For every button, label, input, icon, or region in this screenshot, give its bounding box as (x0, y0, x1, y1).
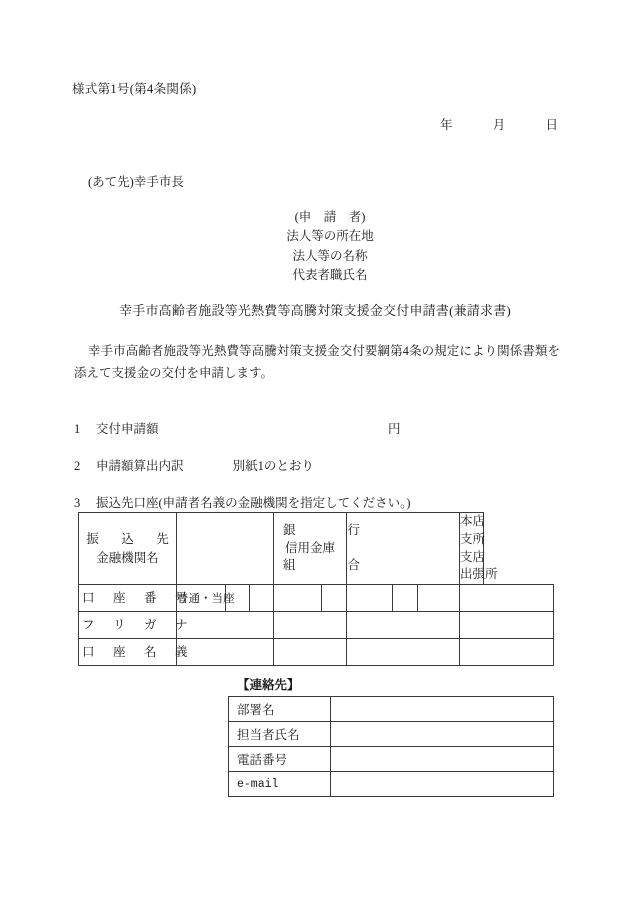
branch-shucchojo: 出張所 (460, 567, 498, 582)
bank-account-table (78, 512, 554, 666)
contact-section-heading: 【連絡先】 (237, 678, 300, 692)
kind-bank: 銀 行 (283, 522, 370, 537)
applicant-name-label: 法人等の名称 (292, 248, 368, 263)
branch-shisho: 支所 (460, 531, 486, 546)
person-in-charge-label: 担当者氏名 (229, 722, 331, 747)
branch-shiten: 支店 (460, 549, 486, 564)
item-3-number: 3 (74, 496, 81, 510)
furigana-label: フ リ ガ ナ (82, 617, 191, 632)
institution-label-line2: 金融機関名 (96, 550, 159, 565)
account-digit-cell-5[interactable] (347, 585, 393, 612)
item-2-label: 申請額算出内訳 (96, 459, 184, 473)
applicant-block (240, 208, 420, 286)
account-name-input-c[interactable] (347, 639, 460, 666)
table-row-account-name (79, 639, 554, 666)
institution-label-cell (79, 513, 177, 585)
table-row-institution (79, 513, 554, 585)
form-number: 様式第1号(第4条関係) (72, 82, 197, 96)
account-name-label-cell (79, 639, 191, 666)
furigana-input-b[interactable] (274, 612, 347, 639)
institution-name-input[interactable] (177, 513, 274, 585)
applicant-address-label: 法人等の所在地 (286, 229, 374, 244)
table-row-department (229, 697, 554, 722)
account-name-input-d[interactable] (460, 639, 554, 666)
item-1-label: 交付申請額 (96, 422, 159, 436)
contact-table (228, 696, 554, 797)
phone-input[interactable] (331, 747, 554, 772)
kind-kumiai: 組 合 (283, 558, 370, 573)
account-number-label-cell (79, 585, 191, 612)
applicant-representative-label: 代表者職氏名 (292, 268, 368, 283)
phone-label: 電話番号 (229, 747, 331, 772)
applicant-heading: (申 請 者) (294, 210, 366, 224)
account-name-input-b[interactable] (274, 639, 347, 666)
person-in-charge-input[interactable] (331, 722, 554, 747)
table-row-account-number (79, 585, 554, 612)
account-type-cell[interactable]: 普通・当座 (177, 585, 226, 612)
account-name-label: 口 座 名 義 (82, 644, 191, 659)
kind-shinkin: 信用金庫 (285, 540, 336, 555)
item-grant-amount (74, 419, 401, 437)
item-2-value: 別紙1のとおり (232, 459, 314, 473)
furigana-input-a[interactable] (177, 612, 274, 639)
account-number-label: 口 座 番 号 (82, 590, 191, 605)
account-digit-cell-6[interactable] (393, 585, 418, 612)
furigana-input-d[interactable] (460, 612, 554, 639)
item-1-number: 1 (74, 422, 81, 436)
item-1-unit: 円 (388, 422, 401, 436)
body-paragraph: 幸手市高齢者施設等光熱費等高騰対策支援金交付要綱第4条の規定により関係書類を添えて支援金の交付を申請します。 (74, 344, 560, 380)
branch-type-cell (460, 513, 498, 585)
item-calculation-breakdown (74, 456, 314, 474)
institution-label-line1: 振 込 先 (86, 532, 174, 547)
date-year-label: 年 (440, 118, 453, 132)
branch-honten: 本店 (460, 514, 486, 528)
account-name-input-a[interactable] (177, 639, 274, 666)
account-digit-cell-4[interactable] (322, 585, 347, 612)
item-transfer-account (74, 493, 411, 511)
date-line (440, 116, 558, 134)
page-title: 幸手市高齢者施設等光熱費等高騰対策支援金交付申請書(兼請求書) (119, 303, 511, 318)
addressee-line: (あて先)幸手市長 (88, 175, 184, 189)
email-label: e-mail (229, 772, 331, 797)
table-row-furigana (79, 612, 554, 639)
account-digit-cell-2[interactable] (250, 585, 274, 612)
institution-kind-cell (274, 513, 370, 585)
table-row-email (229, 772, 554, 797)
account-digit-cell-3[interactable] (274, 585, 322, 612)
email-input[interactable] (331, 772, 554, 797)
date-month-label: 月 (492, 118, 506, 132)
account-digit-cell-7[interactable] (418, 585, 460, 612)
table-row-person-in-charge (229, 722, 554, 747)
date-day-label: 日 (545, 118, 559, 132)
item-2-number: 2 (74, 459, 81, 473)
department-input[interactable] (331, 697, 554, 722)
table-row-phone (229, 747, 554, 772)
item-3-label: 振込先口座(申請者名義の金融機関を指定してください。) (96, 496, 411, 510)
furigana-label-cell (79, 612, 191, 639)
department-label: 部署名 (229, 697, 331, 722)
furigana-input-c[interactable] (347, 612, 460, 639)
account-number-trailing-cell[interactable] (460, 585, 554, 612)
